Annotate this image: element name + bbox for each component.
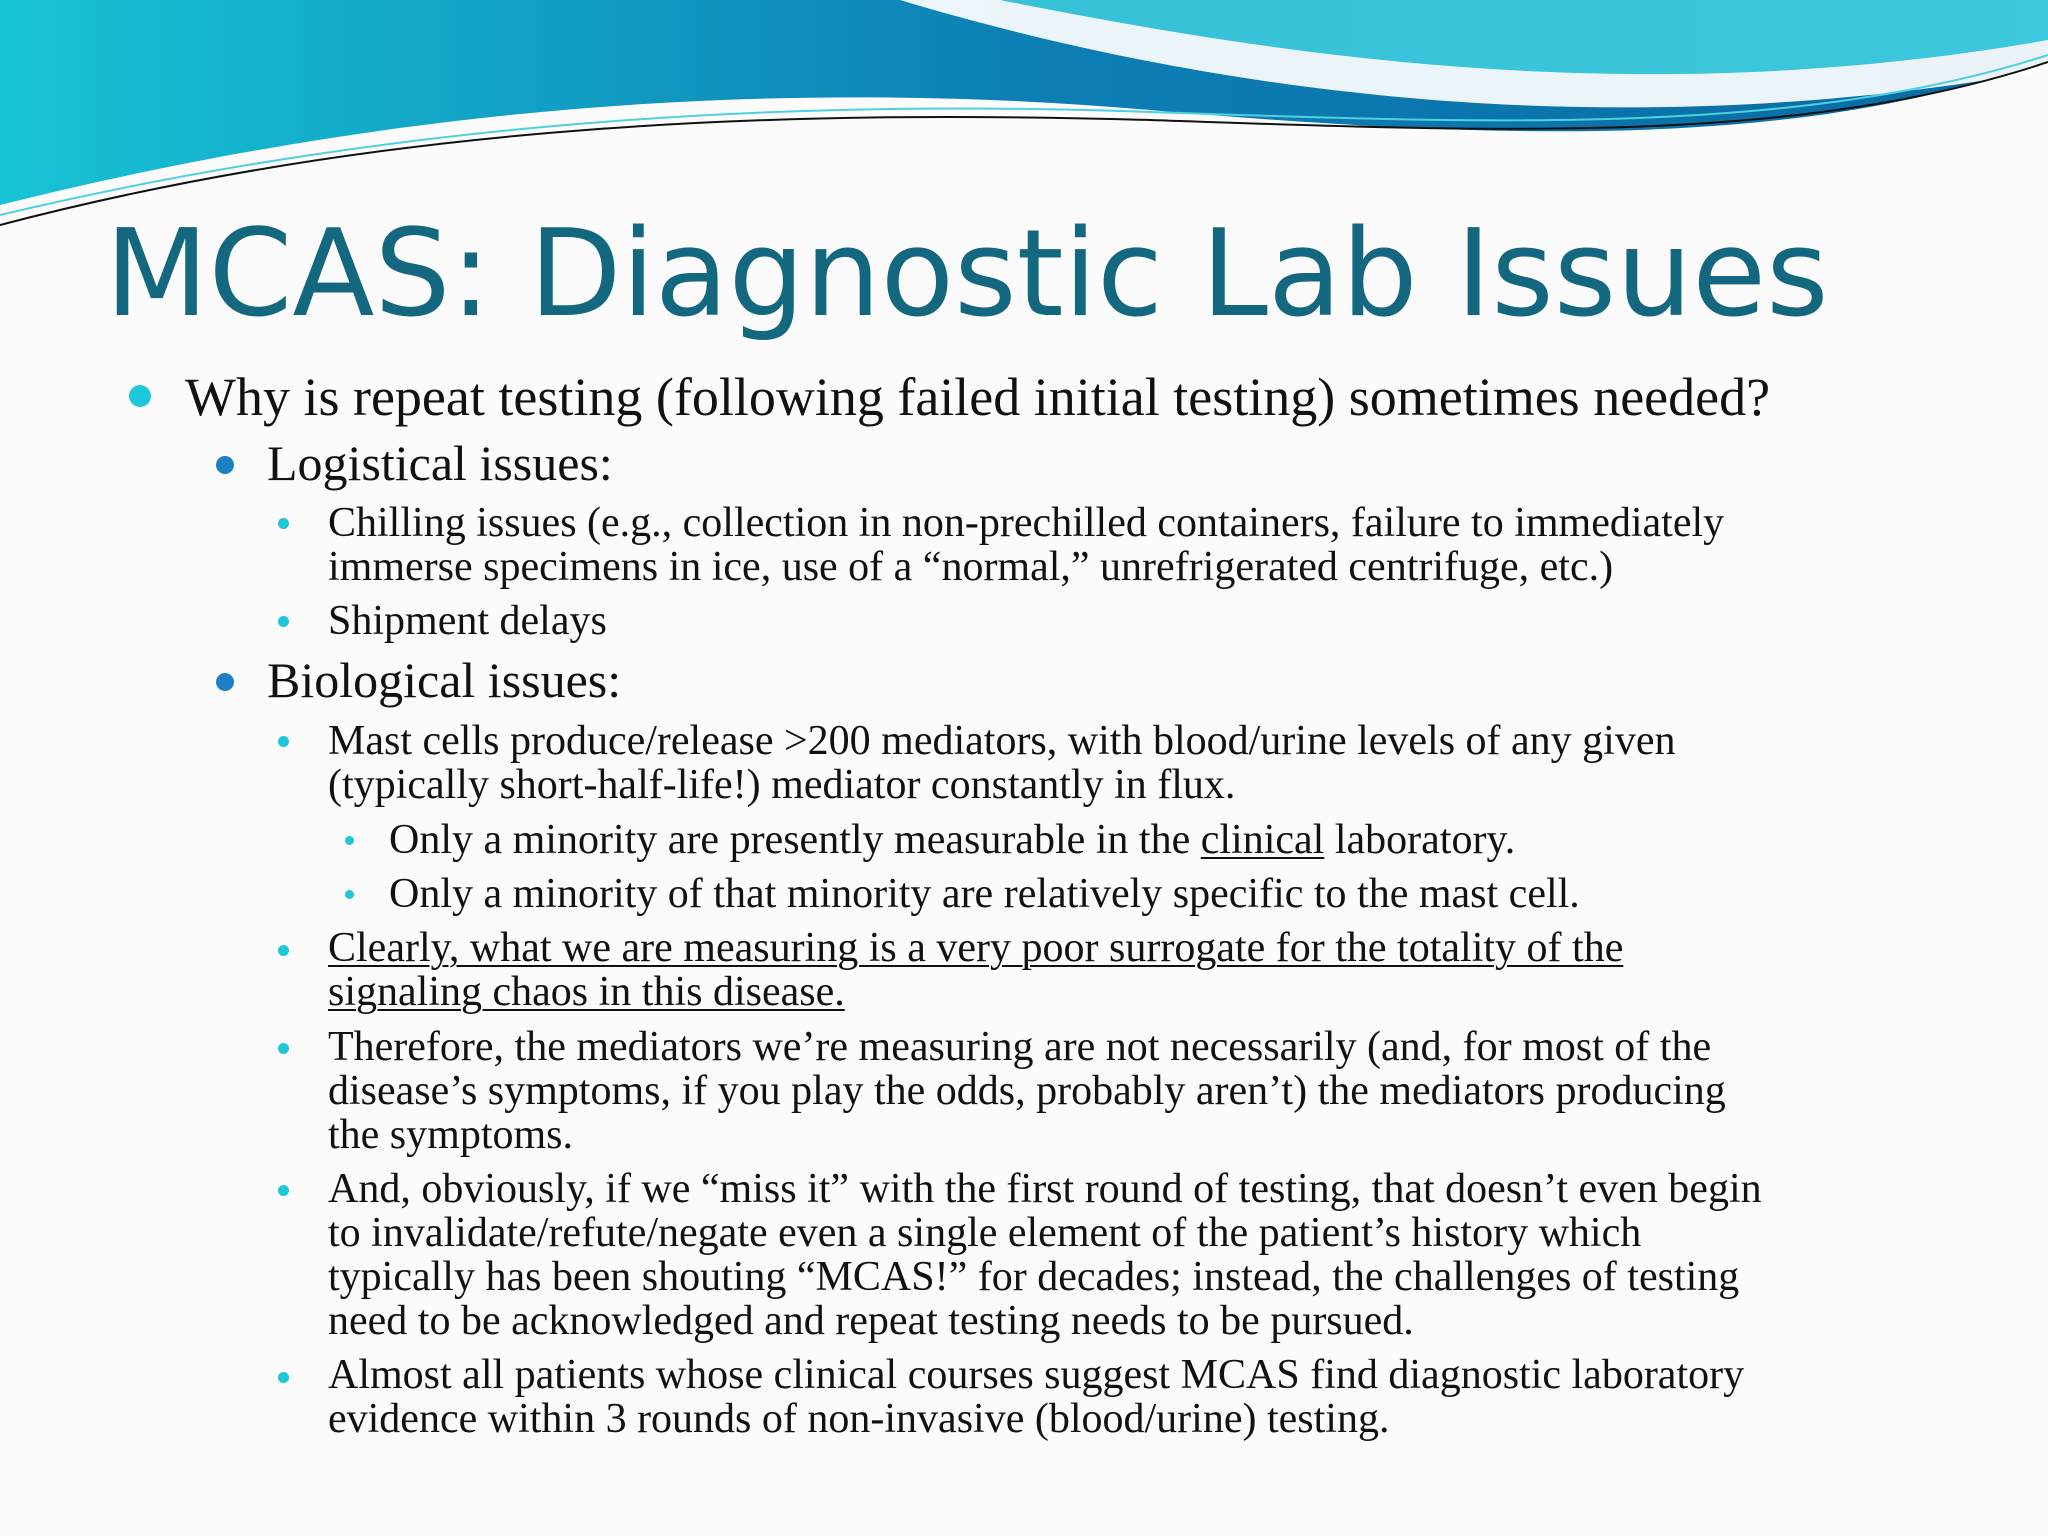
bullet-dot (216, 673, 234, 691)
chilling-issues-line-2: immerse specimens in ice, use of a “normal,” unrefrigerated centrifuge, etc.) (328, 544, 1614, 590)
bullet-dot (129, 385, 151, 407)
bullet-dot (216, 456, 234, 474)
shipment-delays: Shipment delays (328, 598, 607, 644)
bullet-dot (345, 890, 354, 899)
almost-all-line-2: evidence within 3 rounds of non-invasive (blood/urine) testing. (328, 1396, 1390, 1442)
miss-it-line-4: need to be acknowledged and repeat testing needs to be pursued. (328, 1298, 1414, 1344)
therefore-line-1: Therefore, the mediators we’re measuring are not necessarily (and, for most of the (328, 1024, 1712, 1070)
chilling-issues-line-1: Chilling issues (e.g., collection in non-prechilled containers, failure to immediately (328, 500, 1725, 546)
bullet-dot (345, 836, 354, 845)
therefore-line-2: disease’s symptoms, if you play the odds, probably aren’t) the mediators producing (328, 1068, 1726, 1114)
miss-it-line-1: And, obviously, if we “miss it” with the first round of testing, that doesn’t even begin (328, 1166, 1762, 1212)
logistical-heading: Logistical issues: (267, 435, 613, 491)
almost-all-line-1: Almost all patients whose clinical courses suggest MCAS find diagnostic laboratory (328, 1352, 1745, 1398)
surrogate-line-1: Clearly, what we are measuring is a very poor surrogate for the totality of the (328, 925, 1624, 971)
therefore-line-3: the symptoms. (328, 1112, 574, 1158)
bullet-dot (278, 736, 289, 747)
miss-it-line-3: typically has been shouting “MCAS!” for decades; instead, the challenges of testing (328, 1254, 1740, 1300)
minority-measurable: Only a minority are presently measurable in the clinical laboratory. (389, 817, 1516, 863)
clinical-underlined: clinical (1200, 817, 1325, 863)
bullet-dot (278, 616, 289, 627)
mast-cells-line-2: (typically short-half-life!) mediator constantly in flux. (328, 762, 1236, 808)
bullet-dot (278, 1185, 289, 1196)
mast-cells-line-1: Mast cells produce/release >200 mediators, with blood/urine levels of any given (328, 718, 1676, 764)
minority-specific: Only a minority of that minority are relatively specific to the mast cell. (389, 871, 1580, 917)
bullet-dot (278, 1043, 289, 1054)
biological-heading: Biological issues: (267, 652, 622, 708)
miss-it-line-2: to invalidate/refute/negate even a single element of the patient’s history which (328, 1210, 1642, 1256)
question-bullet: Why is repeat testing (following failed initial testing) sometimes needed? (185, 367, 1771, 427)
slide-title: MCAS: Diagnostic Lab Issues (105, 205, 1829, 344)
bullet-dot (278, 945, 289, 956)
surrogate-line-2: signaling chaos in this disease. (328, 969, 845, 1015)
bullet-dot (278, 518, 289, 529)
bullet-dot (278, 1372, 289, 1383)
